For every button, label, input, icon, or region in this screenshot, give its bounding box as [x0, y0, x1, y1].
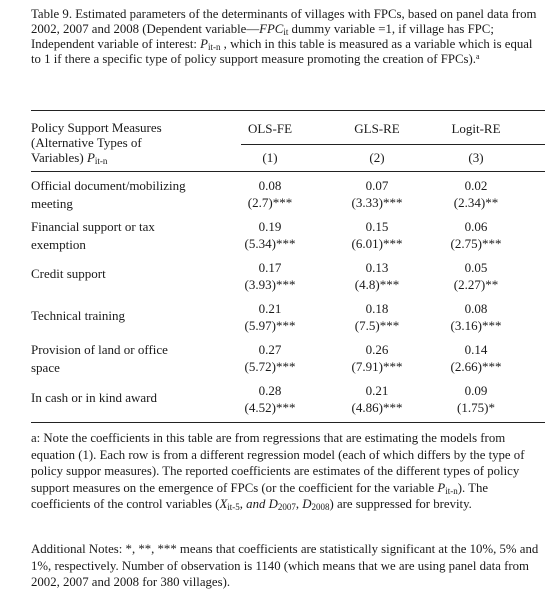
- t-statistic-value: (5.72)***: [244, 359, 296, 374]
- coefficient-value: 0.15: [365, 219, 389, 234]
- coefficient-value: 0.18: [365, 301, 389, 316]
- coefficient-value: 0.06: [464, 219, 488, 234]
- t-statistic-value: (2.66)***: [450, 359, 502, 374]
- cell-cash-award-gls: [332, 382, 422, 416]
- coefficient-value: 0.05: [464, 260, 488, 275]
- header-label-variable: P: [86, 150, 95, 165]
- t-statistic-value: (7.5)***: [354, 318, 400, 333]
- coefficient-value: 0.27: [258, 342, 282, 357]
- row-label-financial-support: [31, 218, 241, 254]
- row-label-line: space: [31, 360, 60, 375]
- row-label-technical-training: [31, 307, 241, 325]
- row-label-line: Financial support or tax: [31, 219, 155, 234]
- cell-credit-support-ols: [225, 259, 315, 293]
- column-header-ols-fe: OLS-FE: [247, 121, 293, 136]
- coefficient-value: 0.09: [464, 383, 488, 398]
- row-label-line: Technical training: [31, 308, 126, 323]
- column-number-3: (3): [468, 150, 484, 165]
- footnote-a-comma: ,: [295, 497, 303, 511]
- header-label-line-1: Policy Support Measures: [31, 120, 162, 135]
- cell-technical-training-ols: [225, 300, 315, 334]
- column-header-rule: [241, 144, 545, 145]
- t-statistic-value: (7.91)***: [351, 359, 403, 374]
- t-statistic-value: (6.01)***: [351, 236, 403, 251]
- caption-text-3: , which in this table is measured as a variable which is equal to 1 if there a specific type of policy support measure promoting the creation of FPCs).: [31, 37, 533, 66]
- additional-notes: Additional Notes: *, **, *** means that coefficients are statistically significant at the 10%, 5% and 1%, respectively. Number of observation is 1140 (which means that we are using panel data from 2002, 2007 and 2008 for 380 villages).: [31, 542, 539, 589]
- coefficient-value: 0.08: [464, 301, 488, 316]
- caption-independent-variable: P: [200, 37, 208, 51]
- header-bottom-rule: [31, 171, 545, 172]
- cell-technical-training-gls: [332, 300, 422, 334]
- cell-official-document-logit: [431, 177, 521, 211]
- column-number-2: (2): [369, 150, 385, 165]
- coefficient-value: 0.19: [258, 219, 282, 234]
- cell-cash-award-ols: [225, 382, 315, 416]
- cell-official-document-gls: [332, 177, 422, 211]
- header-row-label: [31, 120, 221, 165]
- coefficient-value: 0.26: [365, 342, 389, 357]
- footnote-a-control-x: X: [219, 497, 228, 511]
- row-label-line: Official document/mobilizing: [31, 178, 186, 193]
- row-label-line: Provision of land or office: [31, 342, 168, 357]
- caption-dependent-subscript: it: [283, 27, 289, 37]
- coefficient-value: 0.21: [365, 383, 389, 398]
- header-label-subscript: it-n: [94, 156, 108, 166]
- coefficient-value: 0.13: [365, 260, 389, 275]
- coefficient-value: 0.28: [258, 383, 282, 398]
- coefficient-value: 0.17: [258, 260, 282, 275]
- footnote-a: [31, 430, 543, 513]
- cell-technical-training-logit: [431, 300, 521, 334]
- cell-financial-support-ols: [225, 218, 315, 252]
- column-header-logit-re: Logit-RE: [451, 121, 501, 136]
- row-label-official-document: [31, 177, 241, 213]
- header-label-line-2: (Alternative Types of: [31, 135, 142, 150]
- coefficient-value: 0.21: [258, 301, 282, 316]
- cell-cash-award-logit: [431, 382, 521, 416]
- caption-footnote-mark: a: [475, 52, 480, 61]
- t-statistic-value: (4.86)***: [351, 400, 403, 415]
- row-label-line: exemption: [31, 237, 86, 252]
- coefficient-value: 0.14: [464, 342, 488, 357]
- footnote-a-variable-subscript: it-n: [445, 485, 458, 496]
- footnote-a-control-d2: D: [302, 497, 312, 511]
- table-top-rule: [31, 110, 545, 111]
- row-label-line: Credit support: [31, 266, 106, 281]
- footnote-a-text-1: a: Note the coefficients in this table are from regressions that are estimating the models from equation (1). Each row is from a different regression model (each of which differs by the type of policy suppor measures). The reported coefficients are estimates of the different types of policy support measures on the emergence of FPCs (or the coefficient for the variable: [31, 431, 525, 495]
- table-document: [18, 0, 546, 612]
- footnote-a-control-x-subscript: it-5: [227, 502, 240, 512]
- t-statistic-value: (2.7)***: [247, 195, 293, 210]
- t-statistic-value: (5.97)***: [244, 318, 296, 333]
- coefficient-value: 0.08: [258, 178, 282, 193]
- t-statistic-value: (3.16)***: [450, 318, 502, 333]
- row-label-cash-award: [31, 389, 241, 407]
- column-number-1: (1): [262, 150, 278, 165]
- t-statistic-value: (2.75)***: [450, 236, 502, 251]
- header-label-line-3-text: Variables): [31, 150, 87, 165]
- cell-land-provision-gls: [332, 341, 422, 375]
- t-statistic-value: (2.34)**: [453, 195, 499, 210]
- footnote-a-text-3: ) are suppressed for brevity.: [329, 497, 472, 511]
- cell-official-document-ols: [225, 177, 315, 211]
- footnote-a-variable: P: [437, 480, 446, 495]
- cell-credit-support-logit: [431, 259, 521, 293]
- t-statistic-value: (3.93)***: [244, 277, 296, 292]
- cell-land-provision-ols: [225, 341, 315, 375]
- row-label-line: In cash or in kind award: [31, 390, 157, 405]
- t-statistic-value: (4.8)***: [354, 277, 400, 292]
- footnote-a-control-d-subscript-2: 2008: [311, 502, 330, 512]
- footnote-a-and: , and: [239, 497, 269, 511]
- row-label-land-provision: [31, 341, 241, 377]
- t-statistic-value: (4.52)***: [244, 400, 296, 415]
- row-label-credit-support: [31, 265, 241, 283]
- footnote-a-text-2: ). The coefficients of the control variables (: [31, 480, 489, 511]
- caption-independent-subscript: it-n: [207, 42, 221, 52]
- coefficient-value: 0.07: [365, 178, 389, 193]
- column-header-gls-re: GLS-RE: [354, 121, 400, 136]
- cell-financial-support-logit: [431, 218, 521, 252]
- t-statistic-value: (1.75)*: [457, 400, 495, 415]
- caption-text-1: Table 9. Estimated parameters of the determinants of villages with FPCs, based on panel data from 2002, 2007 and 2008 (Dependent variable—: [31, 7, 537, 36]
- t-statistic-value: (2.27)**: [453, 277, 499, 292]
- footnote-a-control-d-subscript-1: 2007: [277, 502, 296, 512]
- caption-dependent-variable: FPC: [259, 22, 284, 36]
- cell-land-provision-logit: [431, 341, 521, 375]
- cell-credit-support-gls: [332, 259, 422, 293]
- table-caption: [31, 7, 543, 67]
- t-statistic-value: (5.34)***: [244, 236, 296, 251]
- header-label-line-3: [31, 150, 221, 165]
- coefficient-value: 0.02: [464, 178, 488, 193]
- table-bottom-rule: [31, 422, 545, 423]
- row-label-line: meeting: [31, 196, 73, 211]
- cell-financial-support-gls: [332, 218, 422, 252]
- footnote-a-control-d: D: [268, 497, 278, 511]
- t-statistic-value: (3.33)***: [351, 195, 403, 210]
- caption-text-2: dummy variable =1, if village has FPC; Independent variable of interest:: [31, 22, 494, 51]
